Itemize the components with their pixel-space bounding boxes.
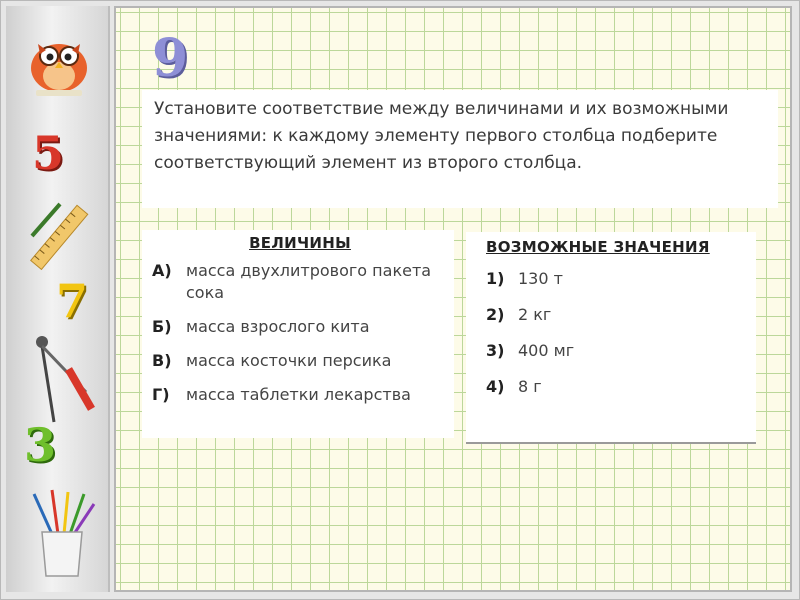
value-item xyxy=(486,376,748,398)
decor-digit-seven: 7 xyxy=(56,274,89,328)
pencil-cup-icon xyxy=(22,488,102,580)
quantity-text: масса косточки персика xyxy=(186,351,392,370)
quantity-text: масса взрослого кита xyxy=(186,317,370,336)
task-text: Установите соответствие между величинами и их возможными значениями: к каждому элементу первого столбца подберите соответствующий элемент из второго столбца. xyxy=(154,99,729,173)
quantity-label: Б) xyxy=(152,317,172,336)
quantity-item xyxy=(152,260,448,304)
values-title: ВОЗМОЖНЫЕ ЗНАЧЕНИЯ xyxy=(486,238,710,256)
quantity-text: масса двухлитрового пакета сока xyxy=(186,261,432,302)
value-item xyxy=(486,268,748,290)
values-column xyxy=(466,232,756,444)
quantity-item xyxy=(152,384,448,406)
decorative-sidebar xyxy=(6,6,110,592)
value-text: 8 г xyxy=(518,377,542,396)
owl-icon xyxy=(16,26,102,100)
slide-number: 9 xyxy=(152,28,189,89)
value-label: 4) xyxy=(486,377,505,396)
quantity-text: масса таблетки лекарства xyxy=(186,385,411,404)
quantity-label: В) xyxy=(152,351,172,370)
quantity-label: Г) xyxy=(152,385,170,404)
value-item xyxy=(486,304,748,326)
value-label: 3) xyxy=(486,341,505,360)
quantities-column xyxy=(142,230,454,438)
value-text: 2 кг xyxy=(518,305,552,324)
quantities-title: ВЕЛИЧИНЫ xyxy=(249,234,351,252)
value-text: 130 т xyxy=(518,269,563,288)
task-statement xyxy=(142,90,778,208)
decor-digit-five: 5 xyxy=(32,126,65,180)
compass-icon xyxy=(20,332,104,428)
quantity-item xyxy=(152,350,448,372)
quantity-item xyxy=(152,316,448,338)
value-text: 400 мг xyxy=(518,341,575,360)
ruler-icon xyxy=(20,196,100,280)
quantity-label: А) xyxy=(152,261,172,280)
value-label: 1) xyxy=(486,269,505,288)
value-item xyxy=(486,340,748,362)
decor-digit-three: 3 xyxy=(24,418,57,472)
value-label: 2) xyxy=(486,305,505,324)
